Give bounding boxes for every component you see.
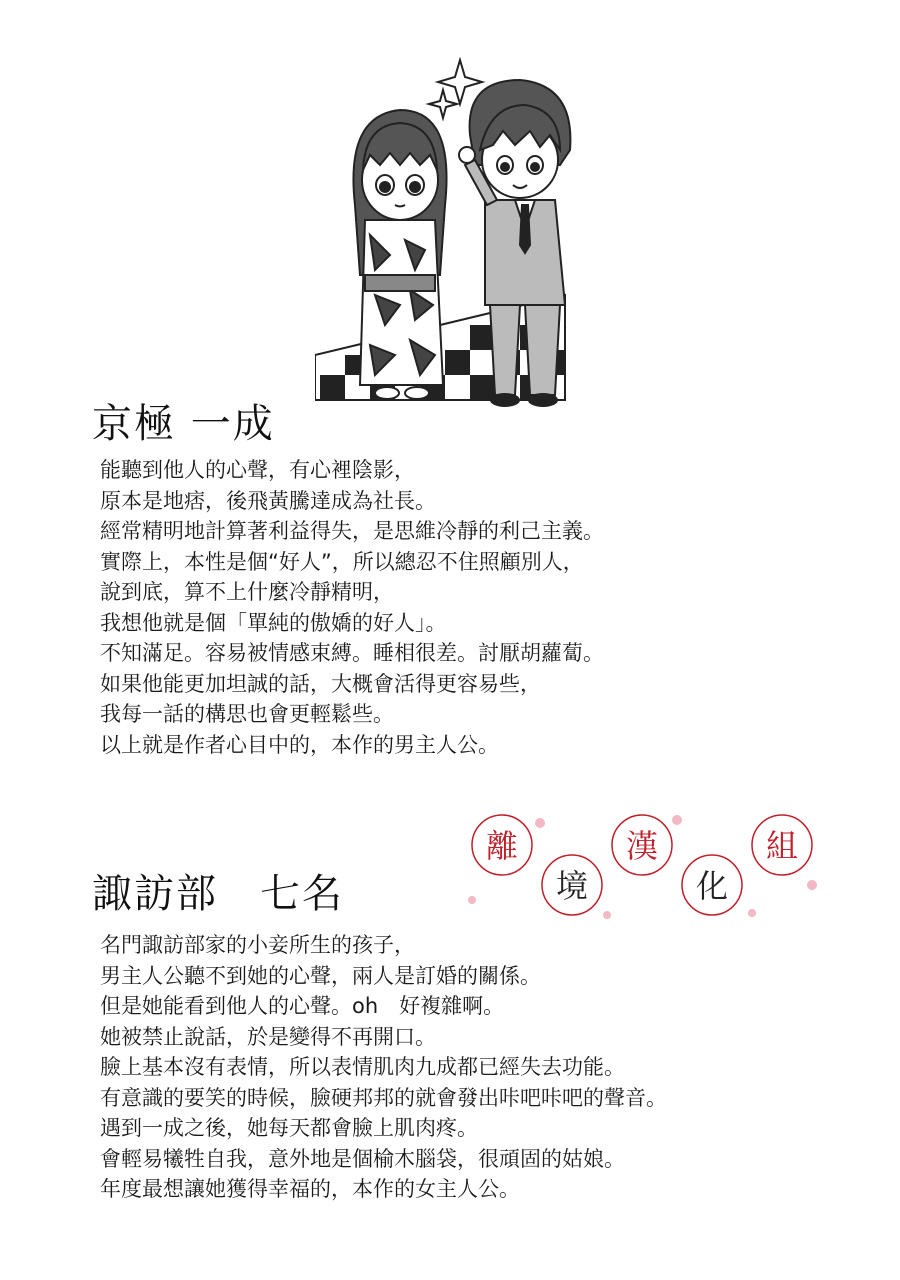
description-line: 原本是地痞，後飛黃騰達成為社長。 [100, 488, 436, 513]
description-line: 年度最想讓她獲得幸福的，本作的女主人公。 [100, 1177, 520, 1201]
description-line: 臉上基本沒有表情，所以表情肌肉九成都已經失去功能。 [100, 1055, 625, 1079]
character-name-suwabe: 諏訪部 七名 [92, 871, 344, 917]
description-line: 如果他能更加坦誠的話，大概會活得更容易些， [100, 671, 541, 696]
character-name-kyogoku: 京極 一成 [92, 401, 275, 447]
description-line: 以上就是作者心目中的，本作的男主人公。 [100, 732, 499, 757]
description-line: 有意識的要笑的時候，臉硬邦邦的就會發出咔吧咔吧的聲音。 [100, 1085, 667, 1110]
character-illustration [315, 55, 615, 415]
description-line: 遇到一成之後，她每天都會臉上肌肉疼。 [100, 1116, 478, 1140]
stamp-char: 組 [765, 827, 799, 865]
girl-character [353, 110, 446, 399]
character-description-kyogoku [100, 455, 604, 760]
stamp-char: 漢 [625, 827, 659, 865]
description-line: 會輕易犧牲自我，意外地是個榆木腦袋，很頑固的姑娘。 [100, 1146, 625, 1171]
stamp-char: 境 [555, 867, 589, 905]
description-line: 她被禁止說話，於是變得不再開口。 [100, 1024, 436, 1049]
description-line: 但是她能看到他人的心聲。oh 好複雜啊。 [100, 994, 505, 1018]
description-line: 不知滿足。容易被情感束縛。睡相很差。討厭胡蘿蔔。 [100, 641, 604, 665]
description-line: 男主人公聽不到她的心聲，兩人是訂婚的關係。 [100, 963, 541, 988]
description-line: 能聽到他人的心聲，有心裡陰影， [100, 458, 415, 482]
stamp-char: 化 [695, 867, 729, 905]
character-description-suwabe [100, 930, 667, 1205]
description-line: 經常精明地計算著利益得失，是思維冷靜的利己主義。 [100, 519, 604, 543]
stamp-char: 離 [485, 827, 519, 865]
description-line: 實際上，本性是個“好人”，所以總忍不住照顧別人， [100, 549, 584, 574]
scanlation-group-stamp [462, 805, 822, 925]
description-line: 我想他就是個「單純的傲嬌的好人」。 [100, 610, 447, 635]
description-line: 說到底，算不上什麼冷靜精明， [100, 580, 394, 604]
description-line: 名門諏訪部家的小妾所生的孩子， [100, 933, 415, 957]
description-line: 我每一話的構思也會更輕鬆些。 [100, 702, 394, 726]
